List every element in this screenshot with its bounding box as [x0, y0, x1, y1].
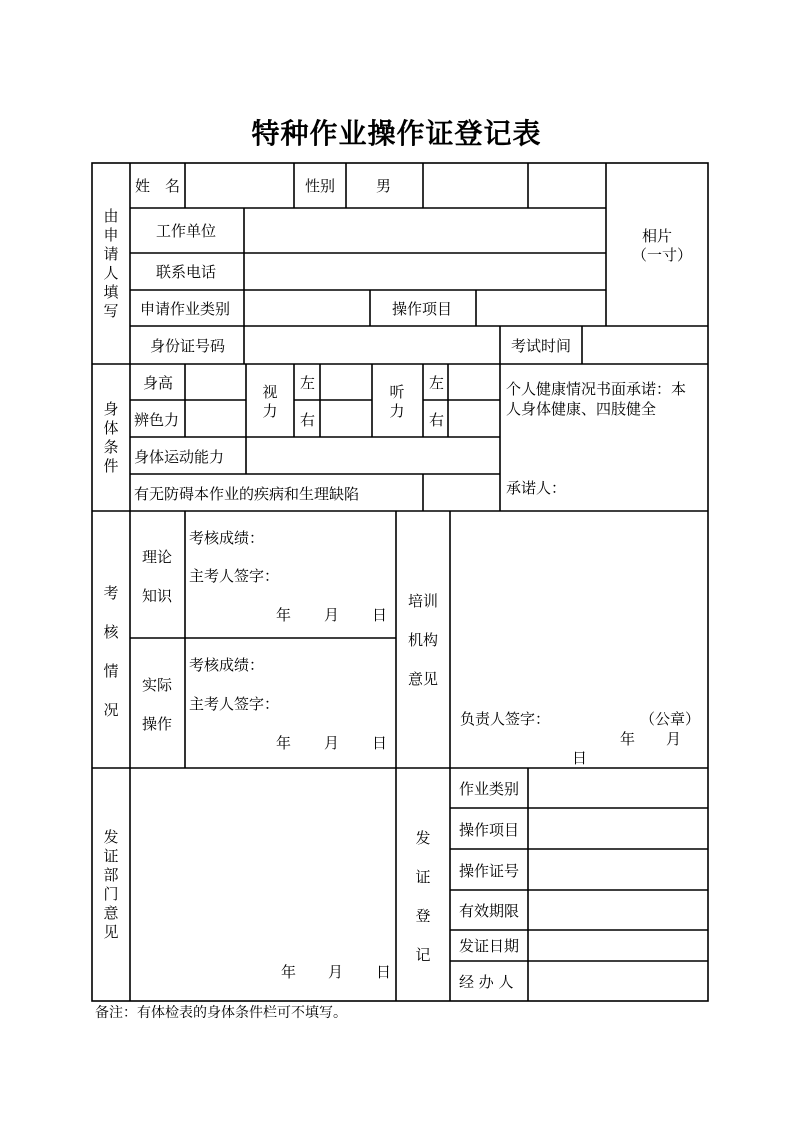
- operation-item-field[interactable]: [478, 292, 604, 324]
- certificate-number-field[interactable]: [530, 851, 706, 888]
- vision-right-field[interactable]: [322, 402, 370, 435]
- issue-year-label: 年: [281, 963, 297, 981]
- pledger-label: 承诺人：: [506, 479, 567, 497]
- applicant-section-label: 由申请人填写: [103, 207, 119, 320]
- validity-period-label: 有效期限: [459, 902, 520, 920]
- motor-ability-label: 身体运动能力: [134, 448, 225, 466]
- name-field[interactable]: [187, 165, 292, 206]
- training-year-label: 年: [620, 730, 636, 748]
- exam-section-label: 考核情况: [103, 584, 119, 719]
- motor-ability-field[interactable]: [248, 439, 498, 472]
- practice-label-line2: 操作: [142, 715, 173, 733]
- practice-label-line1: 实际: [142, 676, 173, 694]
- color-vision-label: 辨色力: [134, 411, 180, 429]
- validity-period-field[interactable]: [530, 892, 706, 928]
- practice-examiner-label: 主考人签字：: [189, 695, 280, 713]
- training-label-line2: 机构: [408, 631, 439, 649]
- employer-field[interactable]: [246, 210, 604, 251]
- gender-value[interactable]: 男: [376, 177, 392, 195]
- certificate-number-label: 操作证号: [459, 862, 520, 880]
- handler-label: 经 办 人: [459, 973, 514, 991]
- training-label-line1: 培训: [408, 592, 439, 610]
- exam-time-label: 考试时间: [511, 337, 572, 355]
- disease-field[interactable]: [425, 476, 498, 509]
- theory-examiner-label: 主考人签字：: [189, 567, 280, 585]
- vision-left-field[interactable]: [322, 366, 370, 398]
- extra-field-2[interactable]: [530, 165, 604, 206]
- theory-month-label: 月: [324, 606, 340, 624]
- seal-label: （公章）: [640, 710, 701, 728]
- height-label: 身高: [143, 374, 174, 392]
- health-pledge-line1: 个人健康情况书面承诺：本: [506, 380, 687, 398]
- height-field[interactable]: [187, 366, 244, 398]
- issue-day-label: 日: [376, 963, 392, 981]
- job-category-register-label: 作业类别: [459, 780, 520, 798]
- practice-month-label: 月: [324, 734, 340, 752]
- training-day-label: 日: [572, 749, 588, 767]
- theory-score-label: 考核成绩：: [189, 529, 265, 547]
- phone-label: 联系电话: [156, 263, 217, 281]
- issue-date-field[interactable]: [530, 932, 706, 959]
- training-label-line3: 意见: [408, 670, 439, 688]
- theory-day-label: 日: [372, 606, 388, 624]
- hearing-left-label: 左: [429, 374, 445, 392]
- operation-item-label: 操作项目: [392, 300, 453, 318]
- exam-time-field[interactable]: [584, 328, 706, 362]
- practice-score-label: 考核成绩：: [189, 656, 265, 674]
- disease-label: 有无防碍本作业的疾病和生理缺陷: [134, 485, 360, 503]
- issuing-department-opinion-field[interactable]: [132, 770, 394, 960]
- theory-year-label: 年: [276, 606, 292, 624]
- health-pledge-line2: 人身体健康、四肢健全: [506, 400, 657, 418]
- hearing-right-field[interactable]: [450, 402, 498, 435]
- practice-day-label: 日: [372, 734, 388, 752]
- page-title: 特种作业操作证登记表: [251, 117, 542, 150]
- employer-label: 工作单位: [156, 222, 217, 240]
- hearing-right-label: 右: [429, 411, 445, 429]
- job-category-register-field[interactable]: [530, 770, 706, 806]
- operation-item-register-field[interactable]: [530, 810, 706, 847]
- vision-left-label: 左: [300, 374, 316, 392]
- phone-field[interactable]: [246, 255, 604, 288]
- color-vision-field[interactable]: [187, 402, 244, 435]
- operation-item-register-label: 操作项目: [459, 821, 520, 839]
- training-month-label: 月: [666, 730, 682, 748]
- photo-size-label: （一寸）: [632, 246, 693, 264]
- footnote: 备注：有体检表的身体条件栏可不填写。: [95, 1005, 347, 1021]
- hearing-left-field[interactable]: [450, 366, 498, 398]
- theory-label-line2: 知识: [142, 587, 173, 605]
- photo-label: 相片: [642, 227, 673, 245]
- job-category-label: 申请作业类别: [140, 300, 231, 318]
- theory-label-line1: 理论: [142, 548, 173, 566]
- gender-label: 性别: [305, 177, 336, 195]
- handler-field[interactable]: [530, 963, 706, 999]
- practice-year-label: 年: [276, 734, 292, 752]
- issue-register-label: 发证登记: [415, 829, 431, 964]
- responsible-sign-label: 负责人签字：: [460, 710, 551, 728]
- issue-month-label: 月: [328, 963, 344, 981]
- job-category-field[interactable]: [246, 292, 368, 324]
- id-number-label: 身份证号码: [150, 337, 226, 355]
- extra-field-1[interactable]: [425, 165, 526, 206]
- name-label: 姓 名: [135, 177, 181, 195]
- issue-date-label: 发证日期: [459, 937, 520, 955]
- physical-section-label: 身体条件: [103, 400, 119, 475]
- vision-right-label: 右: [300, 411, 316, 429]
- hearing-label: 听力: [389, 383, 405, 420]
- id-number-field[interactable]: [246, 328, 498, 362]
- issuing-department-label: 发证部门意见: [103, 828, 119, 941]
- vision-label: 视力: [262, 383, 278, 420]
